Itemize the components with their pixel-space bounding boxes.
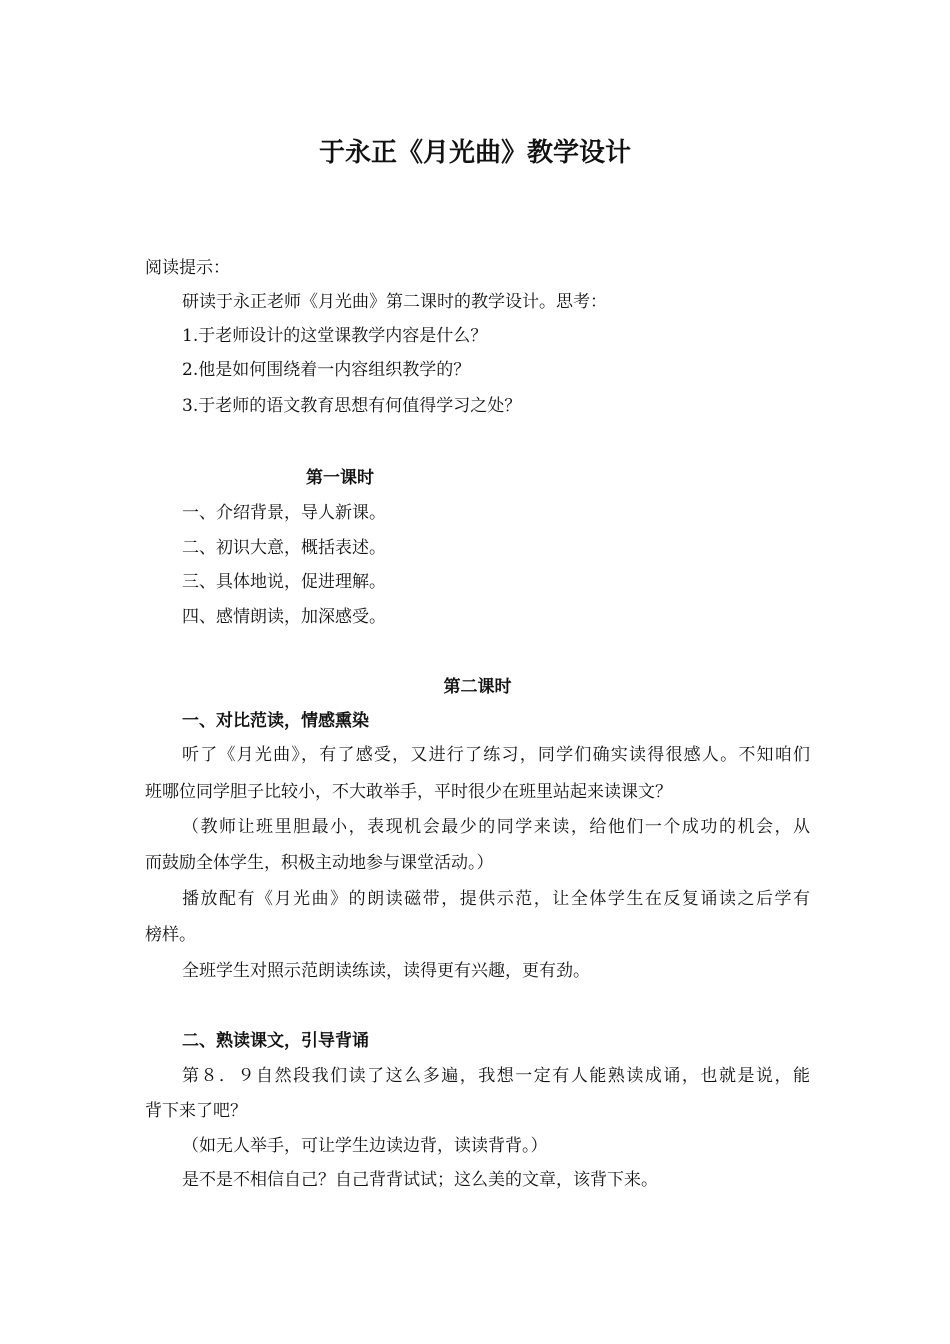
lesson1-step-3: 三、具体地说，促进理解。 <box>182 572 386 592</box>
part1-paragraph1-line1: 听了《月光曲》，有了感受，又进行了练习，同学们确实读得很感人。不知咱们 <box>182 745 810 765</box>
question-2: 2.他是如何围绕着一内容组织教学的？ <box>182 360 471 380</box>
part1-heading: 一、对比范读，情感熏染 <box>182 711 369 731</box>
question-3: 3.于老师的语文教育思想有何值得学习之处？ <box>182 396 522 416</box>
document-title: 于永正《月光曲》教学设计 <box>318 138 631 168</box>
part1-paragraph4: 全班学生对照示范朗读练读，读得更有兴趣，更有劲。 <box>182 961 590 981</box>
part2-heading: 二、熟读课文，引导背诵 <box>182 1031 369 1051</box>
part2-paragraph1-line1: 第８．９自然段我们读了这么多遍，我想一定有人能熟读成诵，也就是说，能 <box>182 1066 810 1086</box>
lesson2-heading: 第二课时 <box>443 677 512 697</box>
part2-paragraph1-line2: 背下来了吧？ <box>145 1101 247 1121</box>
part1-paragraph3-line2: 榜样。 <box>145 925 196 945</box>
part1-paragraph2-line2: 而鼓励全体学生，积极主动地参与课堂活动。） <box>145 853 494 873</box>
reading-tip-intro: 研读于永正老师《月光曲》第二课时的教学设计。思考： <box>182 292 607 312</box>
lesson1-step-2: 二、初识大意，概括表述。 <box>182 538 386 558</box>
part1-paragraph3-line1: 播放配有《月光曲》的朗读磁带，提供示范，让全体学生在反复诵读之后学有 <box>182 889 810 909</box>
reading-tip-label: 阅读提示： <box>145 258 230 278</box>
part2-paragraph2: （如无人举手，可让学生边读边背，读读背背。） <box>182 1136 548 1156</box>
part2-paragraph3: 是不是不相信自己？自己背背试试；这么美的文章，该背下来。 <box>182 1170 658 1190</box>
lesson1-step-4: 四、感情朗读，加深感受。 <box>182 607 386 627</box>
lesson1-step-1: 一、介绍背景，导人新课。 <box>182 503 386 523</box>
part1-paragraph1-line2: 班哪位同学胆子比较小，不大敢举手，平时很少在班里站起来读课文？ <box>145 782 672 802</box>
lesson1-heading: 第一课时 <box>306 468 374 488</box>
part1-paragraph2-line1: （教师让班里胆最小，表现机会最少的同学来读，给他们一个成功的机会，从 <box>182 817 810 837</box>
question-1: 1.于老师设计的这堂课教学内容是什么？ <box>182 326 488 346</box>
